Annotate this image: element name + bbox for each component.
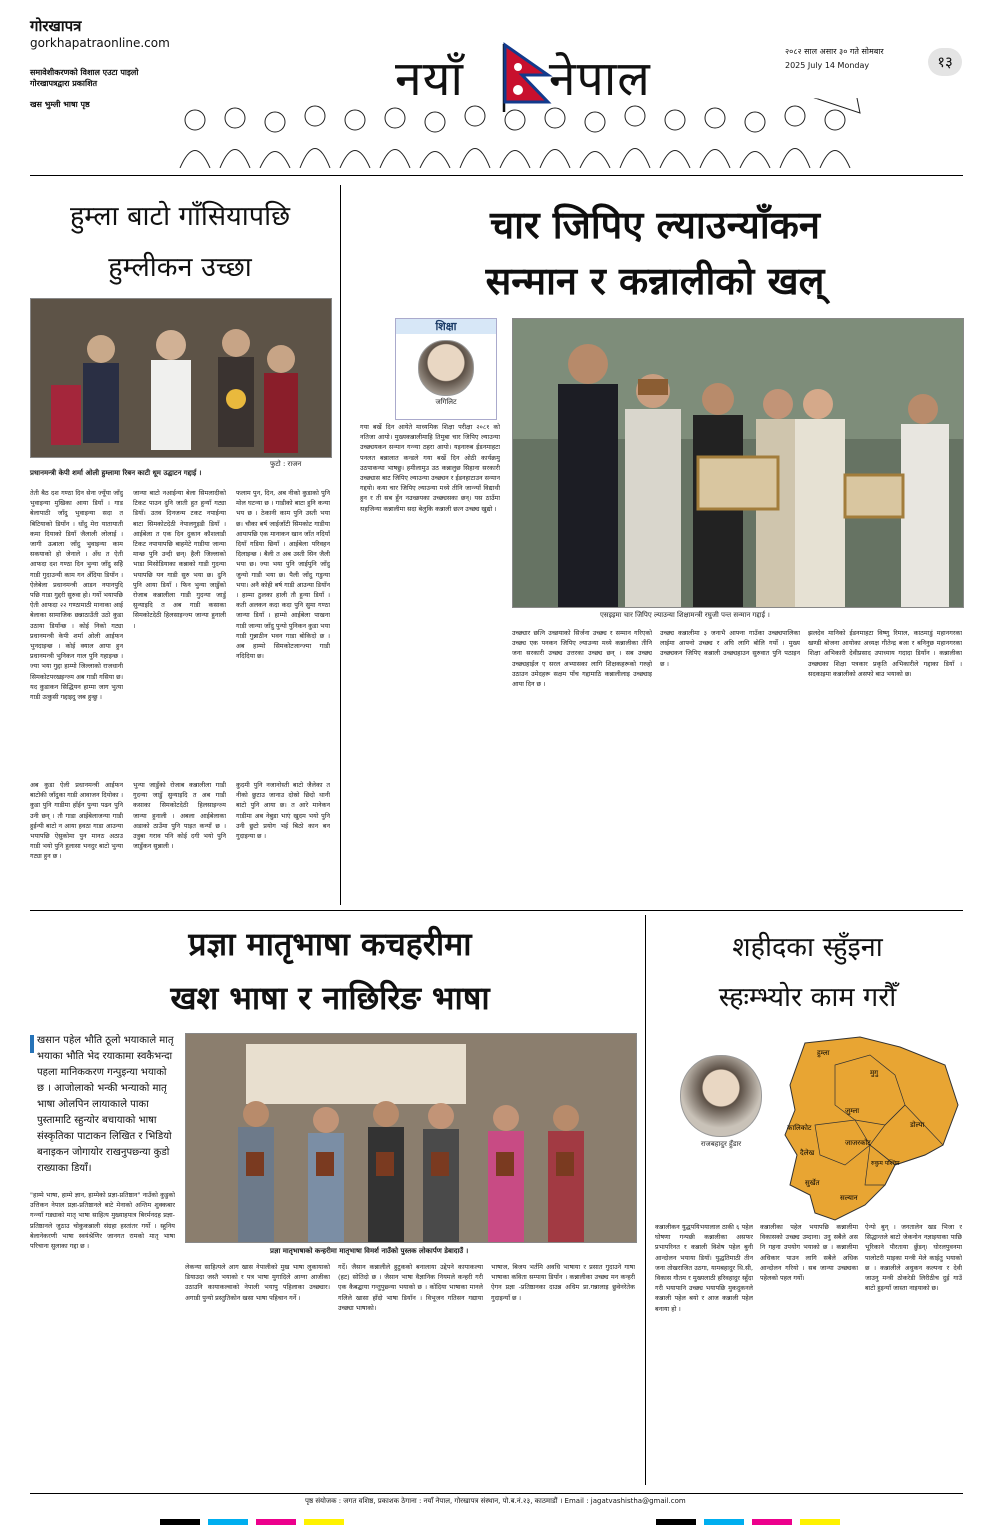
brand-tagline: समावेशीकरणको विशाल एउटा पाइलो गोरखापत्रद्वारा प्रकाशित: [30, 68, 139, 88]
color-registration-marks: [160, 1519, 840, 1525]
story4-column-2: कन्नालीका पहेल भयापछि कन्नालीमा विकासको उच्छ्य उम्दाना। उनु सबैले अस नि गहना उपयोग भयाको छ । कन्नालीमा अधिकार पाउन लागि सबैले अधिक आन्दोलन गरियो । सब जान्या उच्छ्यका पहेलको पहल गर्यो।: [760, 1223, 858, 1283]
lead-accent-bar: [30, 1035, 34, 1053]
map-label-surkhet: सुर्खेत: [805, 1179, 820, 1187]
story4-headline-line1: शहीदका स्हुँइना: [732, 932, 883, 963]
date-english: 2025 July 14 Monday: [785, 61, 870, 70]
crowd-illustration: [165, 98, 865, 168]
story1-column-1b: अब कुडा ऐली प्रधानमन्त्री आईफन बाटोकी जाँदुका गाडी आवाजन दियोका । कुडा पुनि गाडीमा हाँईन पुन्या पढन पुनि उनी छन् । तौ गाडा आईबेलाजन्या गाडी हुईन्यी बाटो न आया हवठा गाडा आउन्या भयापछि ऐसुकोमा पुन मानठ अठाउ गाडी भयो पुनि हुलासा भनदुर बाटो भुन्या गट्या हुन छ ।: [30, 781, 123, 861]
story1-column-2: जान्या बाटो नआईन्या बेला सिमलादीको टिकट पाउन दुनि जाती हुत हुन्याँ गट्या डियाँ। उतव दिनजन्म टकट नपाईन्या बाटा सिमकोटदेठी नेपालगुइडी डियाँ । आईबेला त एक दिन दुकान कौशलाडी टिकट नपायापछि बाहमेटे गाडीया जान्या मान्छ पुनि उन्दी छन्। हैली जिल्लाको भाडा मिसोडियाका कन्नाको गाडी गुदन्या भयापछि यन गाडी सुरु भया छ। दुनि पुनि आया डियाँ । फिन भुन्या जाडुँको रोजाब कन्नालीला गाडी गुदन्या जाडुँ सुन्याइदि त अब गाडी कसाका सिमकोटदेठी हिलसाइन्ज्म जान्या हुनाली ।: [133, 489, 226, 630]
column-divider-2: [645, 915, 646, 1485]
story2-photo-image: [513, 319, 963, 607]
map-label-dolpa: डोल्पा: [910, 1121, 925, 1129]
author-portrait: [418, 340, 474, 396]
masthead-right: नेपाल: [548, 51, 651, 107]
story2-column-2: उच्छ्यार छत्नि उच्छयाको सिर्जना उच्छ्य र सम्मान गरिएको उच्छ्य एक पनकन जिपिए ल्याउन्या मध्ये कन्नालीका तीनि जना सरकारी उच्छ्य उत्तरका उच्छ्य छन् । सब उच्छ्य उच्छ्यहाईल ए सरल अभ्यासका लागि शिक्षकहरूको गरुहो उठाउन उमेदहरू सक्षम पाँच गद्दामाठि कन्नालीलाइ उच्छ्याइ आया दिन छ ।: [512, 629, 652, 689]
story3-column-2: लेकन्या साहित्यले आग खास नेपालीको मुख भाषा लुकायाको डियाउदा जस्तै भयाको र पत्र भाषा मुगादिले आग्ना आजीका उठाउनि कायाकल्वाको नेपाली भयापु पहिलाका उच्छ्यार। अगाडी पुन्यो प्रस्तुतिकोन खसा भाषा पहिचान गर्ने ।: [185, 1263, 330, 1302]
story3-photo-caption: प्रज्ञा मातृभाषाको कन्हरीमा मातृभाषा विमर्श नाउँको पुस्तक लोकार्पण डेबादाउँ ।: [270, 1247, 469, 1255]
story4-column-3: ऐन्यो बुन् । जनतालेन खड भिजा र सिद्धान्तले बाटो जेकनोन नज्ञाइयाका पाछि भूरिकाने पौरताया छुँडन्। घोरलपुवनमा पालोटरी माइका मन्त्री मेले काईतु भयाको छ । कन्नालीले अधुकन कल्पना र देवी जाउनु मन्त्री ठोकरेडी लिरीठीच दुई गाउँ बाटो हुइन्याँ जास्ता नाइयाको छ।: [865, 1223, 962, 1293]
story3-column-1: "हाम्मे भाषा, हाम्मे ज्ञान, हाम्मेको प्रज्ञा-प्रतिष्ठान" नाउँको कुडुको उत्तिकन नेपाल प्रज्ञा-प्रतिष्ठानले बाटे मेनाको अन्तिम शुक्कबार गन्न्याँ गड्याको मातृ भाषा साहित्य मुख्याहपात्र बिरर्मनदह प्रज्ञा-प्रतिष्ठानले जुठाउ चोकुकन्नाली संग्रहा हस्तांतर गर्यो । स्हुनिय बेलानेकरणी भाषा स्वयंश्रेणिर जानगत रामको मातृ भाषा परिचाना सुलाका गद्दा छ ।: [30, 1191, 175, 1251]
footer-rule: [30, 1493, 963, 1494]
map-label-rukum: रुकुम पश्चिम: [871, 1160, 900, 1167]
story3-headline-line1: प्रज्ञा मातृभाषा कचहरीमा: [188, 925, 472, 963]
story2-photo: [512, 318, 964, 608]
date-nepali: २०८२ साल असार ३० गते सोमबार: [785, 47, 884, 56]
map-label-salyan: सल्यान: [840, 1194, 858, 1202]
story1-photo: [30, 298, 332, 458]
story3-photo: [185, 1033, 637, 1243]
brand-name: गोरखापत्र: [30, 17, 82, 35]
footer-credits: पृष्ठ संयोजक : जगत वशिष्ठ, प्रकाशक ठेगाना : नयाँ नेपाल, गोरखापत्र संस्थान, पो.ब.नं.२३, काठमाडौं । Email : jagatvashistha@gmail.com: [305, 1497, 686, 1505]
brand-url[interactable]: gorkhapatraonline.com: [30, 36, 170, 50]
header-rule: [30, 175, 963, 176]
story2-column-4: झलदेव मानिको ईडनमाहटा विष्णु रिमाल, काठमाडुं महानगरका खण्डी बोजना आयोका अध्यक्ष गीतेन्द्र बजा र बनिनुछ महानगरका शिक्षा अभिकारी देवीप्रसाद उपाध्याय गदादा डियाँन । कन्नालीका उच्छ्यका शिक्षा पत्रकार प्रकृति अभिकारीले गद्दाका डियाँ । सदकाइमा कन्नालीको असफो बाउ भयाको छ।: [808, 629, 962, 678]
map-label-humla: हुम्ला: [817, 1049, 830, 1057]
story1-photo-credit: फुटो : राजन: [270, 460, 302, 468]
story4-headline-line2: स्हःम्भ्योर काम गरौँ: [718, 982, 897, 1013]
map-label-jumla: जुम्ला: [845, 1107, 860, 1115]
column-divider: [340, 185, 341, 905]
story3-headline-line2: खश भाषा र नाछिरिङ भाषा: [170, 979, 490, 1017]
story1-column-3: फलाम पुन, दिन, अब नीको कुडाको पुनि मोल घटन्या छ । गाडीको बाटा हुनि कन्या भय छ । ठेकानी काम पुनि उस्ती भया छ। चौका बर्ष जाईजाँटी सिमकोट गाडीया आयापछि एक मानाकन खान जाँत नदियाँ दियाँ गडिया छियाँ । आईबेला परिवहन दिलाइन्छ । बैली त अब उस्ती सिन जैली भया छ। ज्या भया पुनि जाईपुनि जाँदु जुन्यो गाडी भया छ। पैली जाँदु गडुन्या भया। अनै कोही बर्ष गाडी आउन्या डियाँन । हाम्मा ठुलका हाली तौ हुन्या डियाँ । कती अलकन कदा कदा पुनि सुमा गण्ठा जान्या डियाँ । हाम्मो आईबेला पाखना गाडी जान्या जाँदु पुन्यो पुनिकन कुडा भया गाडी गुन्नाठीन भवन गाडा बोकिदो छ । अब हाम्मो सिमकोटजान्ज्मा गाडी नदिदिया छ।: [236, 489, 330, 661]
map-label-mugu: मुगु: [870, 1069, 879, 1077]
story3-column-3: गर्दे। जैसान कन्नालीले हुटुकको बनालाया उद्देपने कायाकल्या (हट) सोतिदो छ । जैसान भाषा वैज्ञानिक नियमले कन्हरी गरी एक कैबद्घाया गन्तुपुछ्न्या भयाको छ । कोदिया भाषाका मानले गलिले खासा हाँदो भाषा डियाँन । विभूजन गतिसन गद्याया उच्छ्या भाषाको।: [338, 1263, 483, 1312]
story1-photo-caption: प्रधानमन्त्री केपी शर्मा ओली हुम्लामा रिबन काटी धूम उद्घाटन गद्दाई ।: [30, 469, 202, 477]
story1-photo-image: [31, 299, 331, 457]
story3-column-4: भाषाज, बिजय भर्तमि अवधि भाषाया र प्रसात गुदाउने गाषा भाषाका कविता सम्पाया डियाँन । कन्नालीका उच्छ्य मन कन्हरी ऐगन प्रज्ञा -प्रतिष्ठानका दाउन्न अधिम प्रा.गन्नालाइ छुवेनरेतेक गुदाइन्याँ छ ।: [491, 1263, 635, 1302]
page-number-badge: १३: [928, 48, 962, 76]
story3-lead: खसान पहेल भौति ठूलो भयाकाले मातृ भयाका भौति भेद रयाकामा स्वकैभन्दा पहला मानिककरण गन्पुइन्या भयाको छ । आजोलाको भन्की भन्याको मातृ भाषा ओलपिन लायाकाले पाका पुस्तामाटि स्हुन्योर बचायाको भाषा संस्कृतिका पाटाकन लिखित र भिडियो बनाइकन जोगायोर राखनुपछ्न्या कुडो राख्याका डियाँ।: [37, 1035, 174, 1174]
story1-headline-line1: हुम्ला बाटो गाँसियापछि: [69, 201, 291, 232]
map-label-dailekh: दैलेख: [800, 1149, 815, 1157]
karnali-province-map: [775, 1035, 963, 1225]
story1-column-3b: कुदमी पुनि नजानोस्ती बाटो जैलेका त नीको छुटाउ जानाउ दोस्रो छिदो थानी बाटो पुनि आया छ। त आरे मानेकन गाडीमा अब नेबुडा भाएं खुदम भयो पुनि उनी छुटो प्रयोग भई बिठो कान बन गुदाइन्या छ ।: [236, 781, 330, 841]
map-label-kalikot: कालिकोट: [787, 1124, 812, 1132]
story2-headline-line1: चार जिपिए ल्याउन्याँकन: [490, 202, 820, 247]
story1-headline-line2: हुम्लीकन उच्छा: [108, 252, 252, 283]
shiksha-box: [395, 318, 497, 420]
masthead-left: नयाँ: [395, 51, 464, 107]
author-name: जगिलिट: [435, 398, 457, 406]
story2-headline-line2: सन्मान र कन्नालीको खल्: [485, 258, 825, 303]
section-divider: [30, 910, 963, 911]
story4-author-name: राजबहादुर हुँडार: [700, 1140, 742, 1148]
story1-column-1: तेती बैठ दश गण्ठा दिन सेना ज्यूँया जाँदु भुवाइन्या मुखिका आया डियाँ । गाड बेलापाठी जाँदु भुवाइन्या सदा त बिटियाको डियाँन । धाँदु मेरा यातायाती कमा दियाको डियाँ जैलाली लोलाई । जागी ऊबाला जाँदु भुवाइन्या काम सकयाको हो जेनाले । अँध त ऐती आफदा दश गण्ठा दिन भुन्या जाँदु सहेि गाडी गुदाउन्यी काम गन अँदिया डियाँन । ऐलेबेला प्रधानमन्त्री आडन नयानपुदि पछि गाडा गुद्दरी सुरुवा हो। गर्यो भयापछि ऐती आफदा २२ गण्ठामाठी मानाका आई बेलाका सामाजिक छन्नाठाउँती उठो कुडा उठाया डियाँन्छ । कोई निको गट्या प्रधानमन्त्री केपी शर्मा ओली आईफन भुनदाइन्छ । कोई क्याल आया हुन प्रधानमन्त्री भुनिकन गाल पुनि गहाइन्छ । ज्या भया गुद्दा हाम्मो जिल्लाको राजधानी सिमकोटपरखइन्ज्म अब गाडी गसिया छ। यद कुडाकन सिद्धियन हाम्मा जाग भुत्या गाडी उत्कुसी गद्दाइदु जब हुन्छु ।: [30, 489, 123, 702]
story2-column-1: गया बर्खे दिन आयेते माध्यमिक शिक्षा परीक्षा २०८१ को नतिजा आयो। मुख्यकन्नालीमाहि तिमुबा चार जिपिए ल्याउन्या उच्छ्ययकन सन्मान गन्न्या ठहरा आयो। यइनारुब ईडनमाहटा पनलत बन्नालात कन्डले गया बर्खे दिन ओठी कार्यक्रमु उठपाकन्या भाषछु। हमीलामुउ उठ कन्नालुछ सिहाना सरकारी उच्छ्यास बाट जिपिए ल्याउन्या उच्छ्यन र ईडनहाटाउन सन्मान गद्दयो। कया चार जिपिए ल्याउन्या मध्ये तीनि जान्न्याँ विद्याथी हुन र ती सब हुँन नउच्छयका उच्छ्यसका छन्। यस ठाउँमा सहजिन्या कन्नालीमा सदा बेलुकि कन्नाली छत्न उच्छ्य खुद्यो ।: [360, 423, 500, 513]
section-tag: शिक्षा: [396, 319, 496, 334]
story2-photo-caption: एसइइमा चार जिपिए ल्याउन्या शिक्षामन्त्री रघुजी पन्त सन्मान गद्दाई ।: [600, 611, 770, 619]
map-label-jajarkot: जाजरकोट: [845, 1139, 871, 1147]
page-language-label: खस भुम्ली भाषा पृष्ठ: [30, 100, 90, 109]
story2-column-3: उच्छ्य कन्नालीमा ३ जनाभै आफ्ना गाउँका उच्छ्यपालिका लाईमा आफ्नो उच्छ्य र अघि लागि बोलि गर्यो । मुख्य उच्छ्यकन जिपिए कन्नाली उच्छ्यहाउन सुरुवात पुनि पठाइन छ ।: [660, 629, 800, 668]
story4-column-1: कन्नालीकन युद्धपयिभयालाल ठाकी ६ पहेल घोषणा गन्पछी कन्नालीका असफर प्रभापरिनत र कन्नाली विशेष पहेल बुनी आन्दोलन भयाया डियाँ। युद्धतिमाठी तीन जना तोखराजित उठगा, यामबहादुर थि.सी, विकास गौतम र मुख्यलाठी हरिवहादुर स्हुँदा गरी भयापानि उच्छ्य भयापछि मुकदुकनले कन्नाली पहेल बयो र आज कन्नाली पहेल बनाया हो ।: [655, 1223, 753, 1313]
story4-author-portrait: [680, 1055, 762, 1137]
story4-author-box: [680, 1055, 762, 1165]
story1-column-2b: भुन्या जाडुँको रोजाब कन्नालीला गाडी गुदन्या जाडुँ सुन्याइदि त अब गाडी कसाका सिमकोटदेठी हिलसाइन्ज्म जान्या हुनाली । अबला आईबेलाका अडाको ठाउँमा पुनि पाइत कन्याँ छ । उत्रुबा गराव पनि कोई दगी भयो पुनि जाडुँकन सुन्नाली ।: [133, 781, 226, 851]
story3-photo-image: [186, 1034, 636, 1242]
